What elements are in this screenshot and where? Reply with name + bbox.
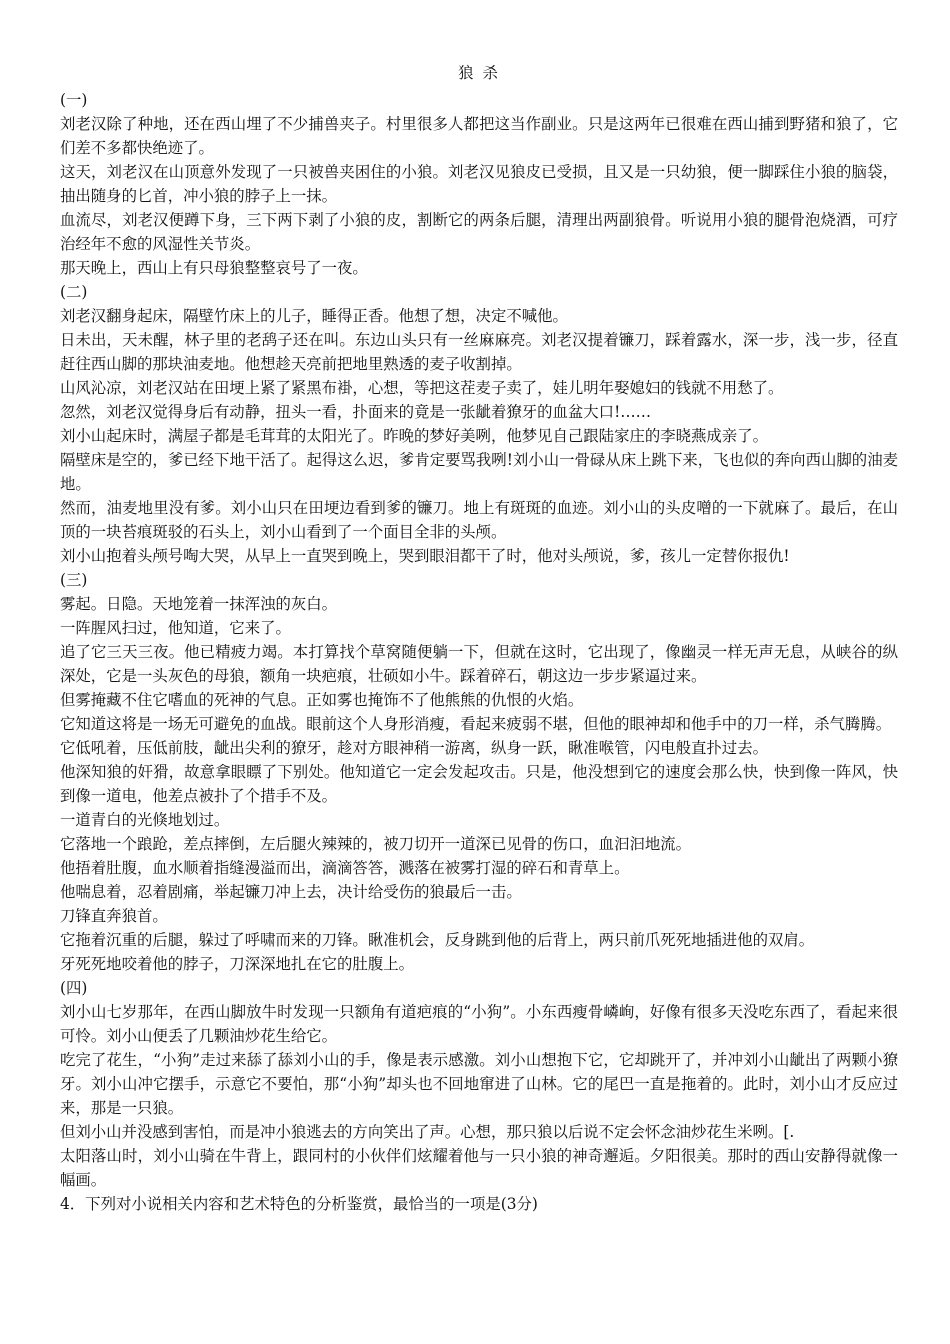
paragraph: 他捂着肚腹，血水顺着指缝漫溢而出，滴滴答答，溅落在被雾打湿的碎石和青草上。 [60,859,630,877]
question-prompt: 4．下列对小说相关内容和艺术特色的分析鉴赏，最恰当的一项是(3分) [60,1195,538,1213]
paragraph: 雾起。日隐。天地笼着一抹浑浊的灰白。 [60,595,338,613]
section-heading: (二) [60,283,88,301]
section-heading: (四) [60,979,88,997]
paragraph: 忽然，刘老汉觉得身后有动静，扭头一看，扑面来的竟是一张龇着獠牙的血盆大口!…… [60,403,652,421]
paragraph: 他深知狼的奸猾，故意拿眼瞟了下别处。他知道它一定会发起攻击。只是，他没想到它的速度会那么快，快到像一阵风，快到像一道电，他差点被扑了个措手不及。 [60,763,898,805]
paragraph: 刘小山七岁那年，在西山脚放牛时发现一只额角有道疤痕的“小狗”。小东西瘦骨嶙峋，好像有很多天没吃东西了，看起来很可怜。刘小山便丢了几颗油炒花生给它。 [60,1003,898,1045]
paragraph: 一阵腥风扫过，他知道，它来了。 [60,619,291,637]
paragraph: 但刘小山并没感到害怕，而是冲小狼逃去的方向笑出了声。心想，那只狼以后说不定会怀念油炒花生米咧。[. [60,1123,795,1141]
paragraph: 那天晚上，西山上有只母狼整整哀号了一夜。 [60,259,368,277]
paragraph: 它拖着沉重的后腿，躲过了呼啸而来的刀锋。瞅准机会，反身跳到他的后背上，两只前爪死死地插进他的双肩。 [60,931,815,949]
paragraph: 它落地一个踉跄，差点摔倒，左后腿火辣辣的，被刀切开一道深已见骨的伤口，血汩汩地流。 [60,835,692,853]
paragraph: 刘老汉翻身起床，隔壁竹床上的儿子，睡得正香。他想了想，决定不喊他。 [60,307,568,325]
paragraph: 但雾掩藏不住它嗜血的死神的气息。正如雾也掩饰不了他熊熊的仇恨的火焰。 [60,691,584,709]
paragraph: 它知道这将是一场无可避免的血战。眼前这个人身形消瘦，看起来疲弱不堪，但他的眼神却和他手中的刀一样，杀气腾腾。 [60,715,892,733]
paragraph: 刀锋直奔狼首。 [60,907,168,925]
paragraph: 刘小山抱着头颅号啕大哭，从早上一直哭到晚上，哭到眼泪都干了时，他对头颅说，爹，孩儿一定替你报仇! [60,547,790,565]
paragraph: 然而，油麦地里没有爹。刘小山只在田埂边看到爹的镰刀。地上有斑斑的血迹。刘小山的头皮噌的一下就麻了。最后，在山顶的一块苔痕斑驳的石头上，刘小山看到了一个面目全非的头颅。 [60,499,898,541]
paragraph: 刘小山起床时，满屋子都是毛茸茸的太阳光了。昨晚的梦好美咧，他梦见自己跟陆家庄的李晓燕成亲了。 [60,427,768,445]
document-body [60,88,898,1216]
paragraph: 山风沁凉，刘老汉站在田埂上紧了紧黑布褂，心想，等把这茬麦子卖了，娃儿明年娶媳妇的钱就不用愁了。 [60,379,784,397]
section-heading: (一) [60,91,88,109]
paragraph: 它低吼着，压低前肢，龇出尖利的獠牙，趁对方眼神稍一游离，纵身一跃，瞅准喉管，闪电般直扑过去。 [60,739,768,757]
paragraph: 他喘息着，忍着剧痛，举起镰刀冲上去，决计给受伤的狼最后一击。 [60,883,522,901]
paragraph: 追了它三天三夜。他已精疲力竭。本打算找个草窝随便躺一下，但就在这时，它出现了，像幽灵一样无声无息，从峡谷的纵深处，它是一头灰色的母狼，额角一块疤痕，壮硕如小牛。踩着碎石，朝这边一步步紧逼过来。 [60,643,898,685]
paragraph: 吃完了花生，“小狗”走过来舔了舔刘小山的手，像是表示感激。刘小山想抱下它，它却跳开了，并冲刘小山龇出了两颗小獠牙。刘小山冲它摆手，示意它不要怕，那“小狗”却头也不回地窜进了山林。它的尾巴一直是拖着的。此时，刘小山才反应过来，那是一只狼。 [60,1051,898,1117]
paragraph: 这天，刘老汉在山顶意外发现了一只被兽夹困住的小狼。刘老汉见狼皮已受损，且又是一只幼狼，便一脚踩住小狼的脑袋，抽出随身的匕首，冲小狼的脖子上一抹。 [60,163,898,205]
section-heading: (三) [60,571,88,589]
paragraph: 牙死死地咬着他的脖子，刀深深地扎在它的肚腹上。 [60,955,414,973]
paragraph: 隔壁床是空的，爹已经下地干活了。起得这么迟，爹肯定要骂我咧!刘小山一骨碌从床上跳下来，飞也似的奔向西山脚的油麦地。 [60,451,898,493]
paragraph: 血流尽，刘老汉便蹲下身，三下两下剥了小狼的皮，割断它的两条后腿，清理出两副狼骨。听说用小狼的腿骨泡烧酒，可疗治经年不愈的风湿性关节炎。 [60,211,898,253]
paragraph: 刘老汉除了种地，还在西山埋了不少捕兽夹子。村里很多人都把这当作副业。只是这两年已很难在西山捕到野猪和狼了，它们差不多都快绝迹了。 [60,115,898,157]
paragraph: 太阳落山时，刘小山骑在牛背上，跟同村的小伙伴们炫耀着他与一只小狼的神奇邂逅。夕阳很美。那时的西山安静得就像一幅画。 [60,1147,898,1189]
paragraph: 日未出，天未醒，林子里的老鸹子还在叫。东边山头只有一丝麻麻亮。刘老汉提着镰刀，踩着露水，深一步，浅一步，径直赶往西山脚的那块油麦地。他想趁天亮前把地里熟透的麦子收割掉。 [60,331,898,373]
page-title: 狼 杀 [458,64,500,82]
paragraph: 一道青白的光倏地划过。 [60,811,230,829]
